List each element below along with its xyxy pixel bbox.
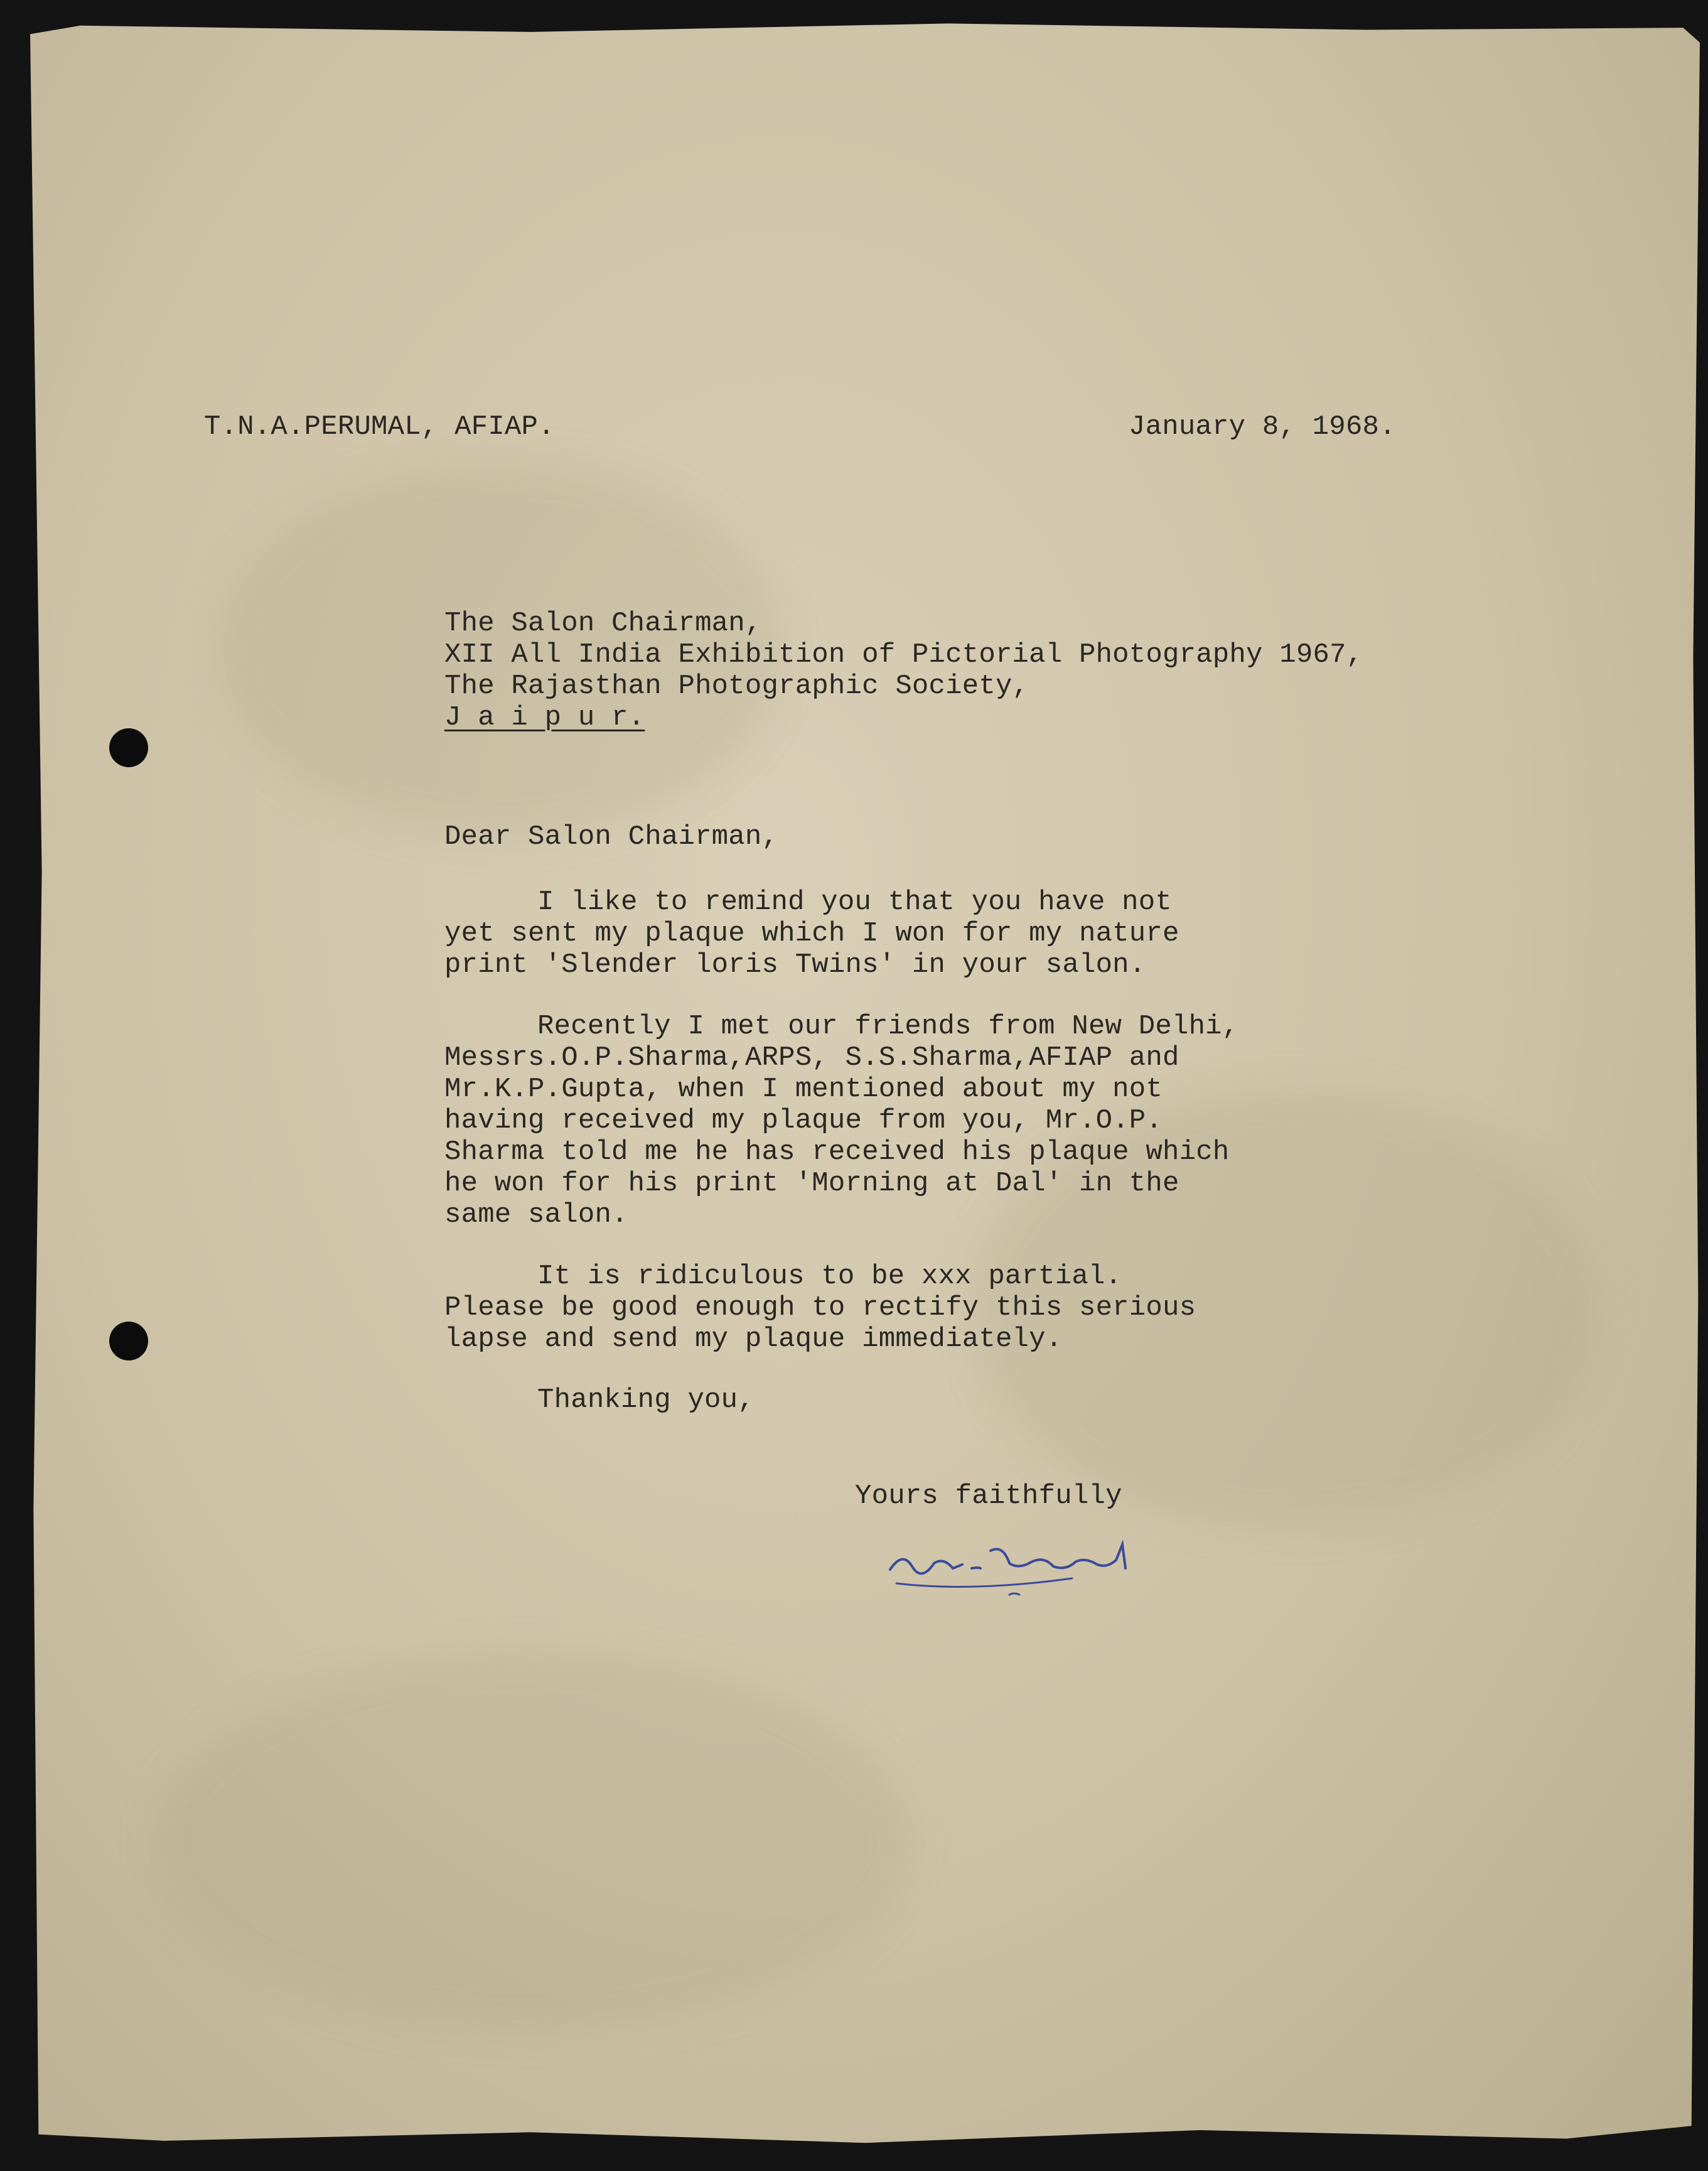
paragraph-1-line: yet sent my plaque which I won for my nature <box>444 918 1179 949</box>
closing-line: Yours faithfully <box>855 1480 1122 1512</box>
paragraph-1-line: I like to remind you that you have not <box>537 886 1172 918</box>
salutation: Dear Salon Chairman, <box>444 821 779 853</box>
paragraph-2-line: Mr.K.P.Gupta, when I mentioned about my not <box>444 1074 1163 1105</box>
paragraph-3-line: Please be good enough to rectify this serious <box>444 1292 1196 1323</box>
letter-date: January 8, 1968. <box>1129 411 1396 443</box>
paragraph-1-line: print 'Slender loris Twins' in your salon. <box>444 949 1146 981</box>
paragraph-2-line: having received my plaque from you, Mr.O.P. <box>444 1105 1163 1136</box>
addressee-line: XII All India Exhibition of Pictorial Photography 1967, <box>444 639 1363 671</box>
paragraph-2-line: Recently I met our friends from New Delhi, <box>537 1011 1239 1042</box>
paragraph-2-line: same salon. <box>444 1199 628 1231</box>
paragraph-3-line: lapse and send my plaque immediately. <box>444 1323 1063 1355</box>
addressee-line: The Salon Chairman, <box>444 608 762 639</box>
addressee-city: J a i p u r. <box>444 702 645 733</box>
punch-hole-top <box>109 728 148 767</box>
paragraph-2-line: Messrs.O.P.Sharma,ARPS, S.S.Sharma,AFIAP and <box>444 1042 1179 1074</box>
paragraph-2-line: he won for his print 'Morning at Dal' in the <box>444 1168 1179 1199</box>
signature <box>884 1532 1147 1601</box>
paper-stain <box>156 1654 909 2030</box>
paragraph-2-line: Sharma told me he has received his plaque which <box>444 1136 1230 1168</box>
sender-line: T.N.A.PERUMAL, AFIAP. <box>204 411 555 443</box>
paragraph-3-line: It is ridiculous to be xxx partial. <box>537 1261 1122 1292</box>
punch-hole-bottom <box>109 1322 148 1360</box>
thanks-line: Thanking you, <box>537 1384 755 1416</box>
addressee-line: The Rajasthan Photographic Society, <box>444 671 1029 702</box>
